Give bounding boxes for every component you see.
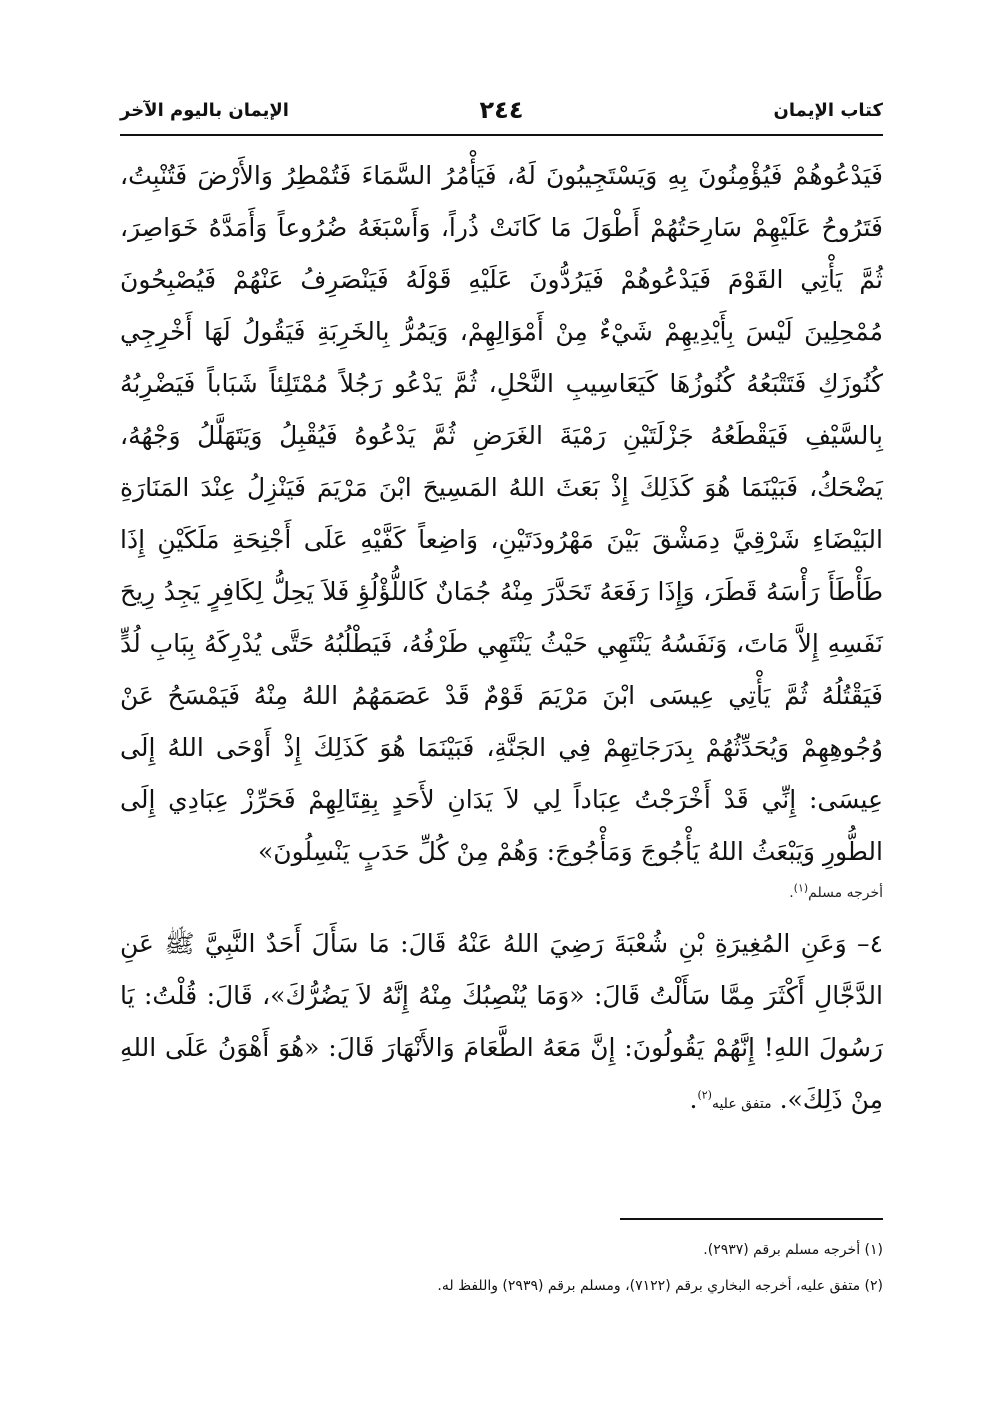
book-title: كتاب الإيمان (773, 100, 883, 121)
footnote-1: (١) أخرجه مسلم برقم (٢٩٣٧). (703, 1242, 883, 1258)
hadith-4-source: متفق عليه (711, 1096, 772, 1112)
hadith-source: أخرجه مسلم$^{(١)}$. (789, 881, 883, 901)
hadith-paragraph-4: ٤– وَعَنِ المُغِيرَةِ بْنِ شُعْبَةَ رَضِيَ اللهُ عَنْهُ قَالَ: مَا سَأَلَ أَحَدٌ النَّبِيَّ ﷺ عَنِ الدَّجَّالِ أَكْثَرَ مِمَّا سَأَلْتُ قَالَ: «وَمَا يُنْصِبُكَ مِنْهُ إِنَّهُ لاَ يَضُرُّكَ»، قَالَ: قُلْتُ: يَا رَسُولَ اللهِ! إِنَّهُمْ يَقُولُونَ: إِنَّ مَعَهُ الطَّعَامَ وَالأَنْهَارَ قَالَ: «هُوَ أَهْوَنُ عَلَى اللهِ مِنْ ذَلِكَ». متفق عليه$^{(٢)}$. (120, 929, 883, 1114)
footnotes (120, 1232, 883, 1304)
header-divider (120, 134, 883, 136)
footnote-2: (٢) متفق عليه، أخرجه البخاري برقم (٧١٢٢)، ومسلم برقم (٢٩٣٩) واللفظ له. (437, 1278, 883, 1294)
footnote-ref-2: (٢) (697, 1088, 712, 1102)
page-header (120, 96, 883, 132)
source-text: أخرجه مسلم (808, 885, 883, 901)
main-text (120, 150, 883, 1130)
hadith-paragraph-continued: فَيَدْعُوهُمْ فَيُؤْمِنُونَ بِهِ وَيَسْتَجِيبُونَ لَهُ، فَيَأْمُرُ السَّمَاءَ فَتُمْطِرُ وَالأَرْضَ فَتُنْبِتُ، فَتَرُوحُ عَلَيْهِمْ سَارِحَتُهُمْ أَطْوَلَ مَا كَانَتْ ذُراً، وَأَسْبَغَهُ ضُرُوعاً وَأَمَدَّهُ خَوَاصِرَ، ثُمَّ يَأْتِي القَوْمَ فَيَدْعُوهُمْ فَيَرُدُّونَ عَلَيْهِ قَوْلَهُ فَيَنْصَرِفُ عَنْهُمْ فَيُصْبِحُونَ مُمْحِلِينَ لَيْسَ بِأَيْدِيهِمْ شَيْءٌ مِنْ أَمْوَالِهِمْ، وَيَمُرُّ بِالخَرِبَةِ فَيَقُولُ لَهَا أَخْرِجِي كُنُوزَكِ فَتَتْبَعُهُ كُنُوزُهَا كَيَعَاسِيبِ النَّحْلِ، ثُمَّ يَدْعُو رَجُلاً مُمْتَلِئاً شَبَاباً فَيَضْرِبُهُ بِالسَّيْفِ فَيَقْطَعُهُ جَزْلَتَيْنِ رَمْيَةَ الغَرَضِ ثُمَّ يَدْعُوهُ فَيُقْبِلُ وَيَتَهَلَّلُ وَجْهُهُ، يَضْحَكُ، فَبَيْنَمَا هُوَ كَذَلِكَ إِذْ بَعَثَ اللهُ المَسِيحَ ابْنَ مَرْيَمَ فَيَنْزِلُ عِنْدَ المَنَارَةِ البَيْضَاءِ شَرْقِيَّ دِمَشْقَ بَيْنَ مَهْرُودَتَيْنِ، وَاضِعاً كَفَّيْهِ عَلَى أَجْنِحَةِ مَلَكَيْنِ إِذَا طَأْطَأَ رَأْسَهُ قَطَرَ، وَإِذَا رَفَعَهُ تَحَدَّرَ مِنْهُ جُمَانٌ كَاللُّؤْلُؤِ فَلاَ يَحِلُّ لِكَافِرٍ يَجِدُ رِيحَ نَفَسِهِ إِلاَّ مَاتَ، وَنَفَسُهُ يَنْتَهِي حَيْثُ يَنْتَهِي طَرْفُهُ، فَيَطْلُبُهُ حَتَّى يُدْرِكَهُ بِبَابِ لُدٍّ فَيَقْتُلُهُ ثُمَّ يَأْتِي عِيسَى ابْنَ مَرْيَمَ قَوْمٌ قَدْ عَصَمَهُمُ اللهُ مِنْهُ فَيَمْسَحُ عَنْ وُجُوهِهِمْ وَيُحَدِّثُهُمْ بِدَرَجَاتِهِمْ فِي الجَنَّةِ، فَبَيْنَمَا هُوَ كَذَلِكَ إِذْ أَوْحَى اللهُ إِلَى عِيسَى: إِنِّي قَدْ أَخْرَجْتُ عِبَاداً لِي لاَ يَدَانِ لأَحَدٍ بِقِتَالِهِمْ فَحَرِّزْ عِبَادِي إِلَى الطُّورِ وَيَبْعَثُ اللهُ يَأْجُوجَ وَمَأْجُوجَ: وَهُمْ مِنْ كُلِّ حَدَبٍ يَنْسِلُونَ» (120, 161, 883, 866)
footnote-divider (620, 1218, 883, 1220)
hadith-4-text: ٤– وَعَنِ المُغِيرَةِ بْنِ شُعْبَةَ رَضِيَ اللهُ عَنْهُ قَالَ: مَا سَأَلَ أَحَدٌ النَّبِيَّ ﷺ عَنِ الدَّجَّالِ أَكْثَرَ مِمَّا سَأَلْتُ قَالَ: «وَمَا يُنْصِبُكَ مِنْهُ إِنَّهُ لاَ يَضُرُّكَ»، قَالَ: قُلْتُ: يَا رَسُولَ اللهِ! إِنَّهُمْ يَقُولُونَ: إِنَّ مَعَهُ الطَّعَامَ وَالأَنْهَارَ قَالَ: «هُوَ أَهْوَنُ عَلَى اللهِ مِنْ ذَلِكَ». (120, 929, 883, 1114)
chapter-title: الإيمان باليوم الآخر (120, 100, 289, 121)
page-number: ٢٤٤ (479, 96, 524, 124)
footnote-ref-1: (١) (793, 881, 809, 895)
